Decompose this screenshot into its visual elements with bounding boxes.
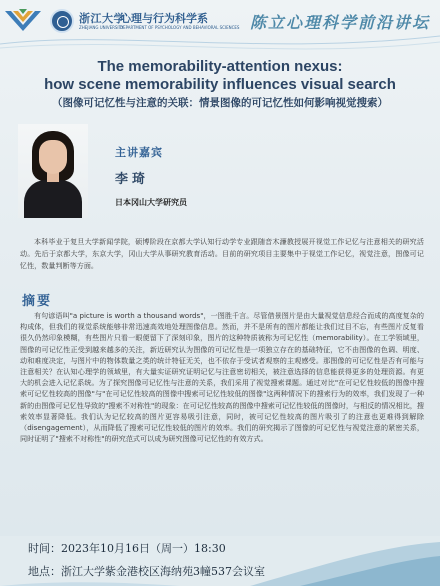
talk-title-en-line2: how scene memorability influences visual search <box>44 76 396 93</box>
series-title: 陈立心理科学前沿讲坛 <box>249 13 430 32</box>
speaker-bio: 本科毕业于复旦大学新闻学院，硕博阶段在京都大学认知行动学专业跟随音木濂教授展开视觉工作记忆与注意相关的研究活动。先后于京都大学，东京大学，冈山大学从事研究教育活动。目前的研究项目主要集中于视觉工作记忆，视觉注意，图像可记忆性，数量判断等方面。 <box>20 237 424 270</box>
speaker-label: 主讲嘉宾 <box>115 146 163 159</box>
speaker-name: 李琦 <box>115 172 150 187</box>
event-time: 时间：2023年10月16日（周一）18:30 <box>28 542 226 555</box>
speaker-photo <box>18 124 88 218</box>
abstract-text: 有句谚语叫"a picture is worth a thousand words"，一图胜千言。尽管借景图片是由大量视觉信息经合而成的高度复杂的构成体，但我们的视觉系统能够非常迅速高效地处理图像信息。然而，并不是所有的图片都能让我们过目不忘，有些图片反复看很久仍然印象模糊，有些图片只看一眼便留下了深刻印象，图片的这种特质被称为可记忆性（memorability）。在工学领域里，图像的可记忆性正受到越来越多的关注，新近研究认为图像的可记忆性是一项独立存在的基础特征，它不由图像的色调、明度、动和难度决定，与图片中的物体数量之类的统计特征无关，也不依存于受试者观察的主观感受。那图像的可记忆性是否有可能与注意相关？在认知心理学的领域里，有大量实证研究证明记忆与注意密切相关，被注意选择的信息能获得更多的处理资源。有更大的机会进入记忆系统。为了探究图像可记忆性与注意的关系，我们采用了视觉搜索课题。通过对比"在可记忆性较低的图像中搜索可记忆性较高的图像"与"在可记忆性较高的图像中搜索可记忆性较低的图像"这两种情况下的搜索行为的效率，我们发现了一种新的由图像可记忆性导致的"搜索不对称性"的现象：在可记忆性较高的图像中搜索可记忆性较低的图像时，与相反的情况相比，搜索效率显著降低。我们认为记忆较高的图片更容易吸引注意，同时，被可记忆性较高的图片吸引了的注意也更难得到解除（disengagement），从而降低了搜索可记忆性较低的图片的效率。我们的研究揭示了图像的可记忆性与视觉注意的紧密关系，同时证明了"搜索不对称性"的研究范式可以成为研究图像可记忆性的有效方式。 <box>20 311 424 444</box>
department-subtitle: DEPARTMENT OF PSYCHOLOGY AND BEHAVIORAL SCIENCES <box>120 25 240 30</box>
zju-emblem-icon <box>50 9 74 33</box>
talk-title-en-line1: The memorability-attention nexus: <box>97 58 343 75</box>
university-name: 浙江大学 <box>79 12 125 25</box>
header <box>0 0 440 40</box>
talk-title-cn: （图像可记忆性与注意的关联：情景图像的可记忆性如何影响视觉搜索） <box>52 97 388 109</box>
series-logo-icon <box>3 7 43 35</box>
university-subtitle: ZHEJIANG UNIVERSITY <box>79 25 124 30</box>
event-location: 地点：浙江大学紫金港校区海纳苑3幢537会议室 <box>28 565 265 578</box>
abstract-heading: 摘要 <box>22 294 53 309</box>
speaker-affiliation: 日本冈山大学研究员 <box>115 198 187 207</box>
department-name: 心理与行为科学系 <box>120 12 208 25</box>
